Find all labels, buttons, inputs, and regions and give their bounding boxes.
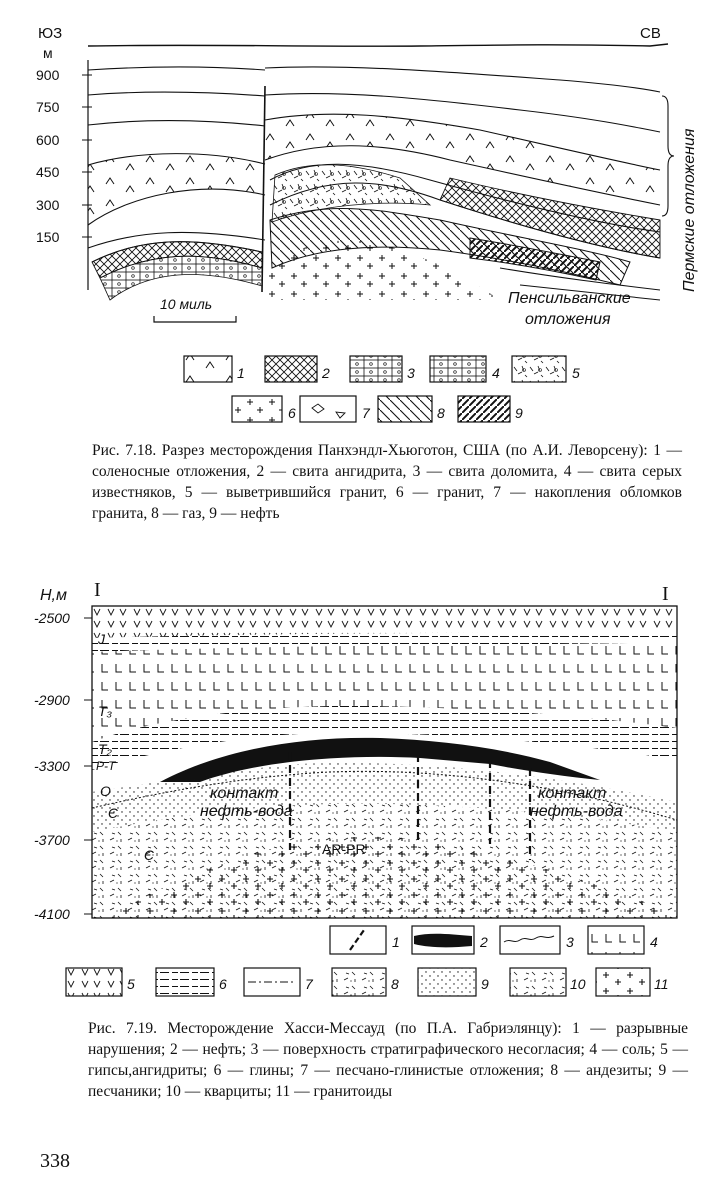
y-tick-750: 750 [36,99,60,115]
figure-7-18-section [0,0,721,430]
y-tick-150: 150 [36,229,60,245]
legend2-label-10: 10 [570,976,586,992]
depth-tick-4100: -4100 [34,906,70,922]
y-tick-300: 300 [36,197,60,213]
depth-tick-3300: -3300 [34,758,70,774]
salt-zone-left [88,154,265,225]
permian-brace [662,96,674,216]
stratum-label-PT: P-T [96,759,116,773]
figure-7-19-section [0,570,721,1005]
legend-label-5: 5 [572,365,580,381]
legend2-label-1: 1 [392,934,400,950]
section-marker-left: I [94,579,101,601]
stratum-label-O: O [100,783,111,799]
legend-fig1 [184,356,580,422]
page-number: 338 [40,1150,70,1172]
scale-bar [154,316,236,322]
contact-label-right-2: нефть-вода [530,803,623,820]
legend2-label-6: 6 [219,976,227,992]
legend-label-9: 9 [515,405,523,421]
legend2-label-5: 5 [127,976,135,992]
legend-label-4: 4 [492,365,500,381]
legend-label-7: 7 [362,405,370,421]
section-marker-right: I [662,583,669,605]
pennsylvanian-label-2: отложения [525,311,611,328]
figure-7-19-caption [88,1018,688,1102]
figure-7-18-caption [92,440,682,524]
ground-surface [88,44,668,46]
y-tick-900: 900 [36,67,60,83]
caption-7-18-body: 1 — соленосные отложения, 2 — свита ангидрита, 3 — свита доломита, 4 — свита серых известняков, 5 — выветрившийся гранит, 6 — гранит, 7 — накопления обломков гранита, 8 — газ, 9 — нефть [92,442,682,522]
legend-fig2 [66,926,669,996]
legend-label-2: 2 [322,365,330,381]
legend-label-6: 6 [288,405,296,421]
label-northeast: СВ [640,25,661,42]
legend2-label-9: 9 [481,976,489,992]
legend-label-1: 1 [237,365,245,381]
depth-axis [34,610,92,922]
stratum-label-J: J [98,631,105,647]
label-southwest: ЮЗ [38,25,63,42]
y-unit: м [43,45,53,61]
axis-label-depth: H,м [40,587,67,604]
legend-label-8: 8 [437,405,445,421]
depth-tick-2900: -2900 [34,692,70,708]
permian-label: Пермские отложения [681,128,698,292]
stratum-label-Cambrian-1: Є [108,805,118,821]
contact-label-right-1: контакт [538,785,607,802]
contact-label-left-1: контакт [210,785,279,802]
contact-label-left-2: нефть-вода [200,803,293,820]
stratum-label-T3: T₃ [98,703,113,719]
depth-tick-3700: -3700 [34,832,70,848]
caption-7-18-prefix: Рис. 7.18. Разрез месторождения Панхэндл-Хьюготон, США (по А.И. Леворсену): [92,442,648,459]
caption-7-19-prefix: Рис. 7.19. Месторождение Хасси-Мессауд (по П.А. Габриэлянцу): [88,1020,562,1037]
y-axis [36,60,92,290]
scale-label: 10 миль [160,296,213,312]
legend2-label-11: 11 [654,976,669,992]
y-tick-450: 450 [36,164,60,180]
legend2-label-8: 8 [391,976,399,992]
stratum-label-Cambrian-2: Є [144,847,154,863]
stratum-label-T2: T₂ [98,741,112,757]
legend2-label-2: 2 [480,934,488,950]
legend2-label-7: 7 [305,976,313,992]
pennsylvanian-label-1: Пенсильванские [508,290,631,307]
legend2-label-4: 4 [650,934,658,950]
depth-tick-2500: -2500 [34,610,70,626]
y-tick-600: 600 [36,132,60,148]
caption-7-19-body: 1 — разрывные нарушения; 2 — нефть; 3 — поверхность стратиграфического несогласия; 4 — соль; 5 — гипсы,ангидриты; 6 — глины; 7 — песчано-глинистые отложения; 8 — андезиты; 9 — песчаники; 10 — кварциты; 11 — гранитоиды [88,1020,688,1100]
basement-label: AR-PR [322,841,366,857]
legend2-label-3: 3 [566,934,574,950]
legend-label-3: 3 [407,365,415,381]
